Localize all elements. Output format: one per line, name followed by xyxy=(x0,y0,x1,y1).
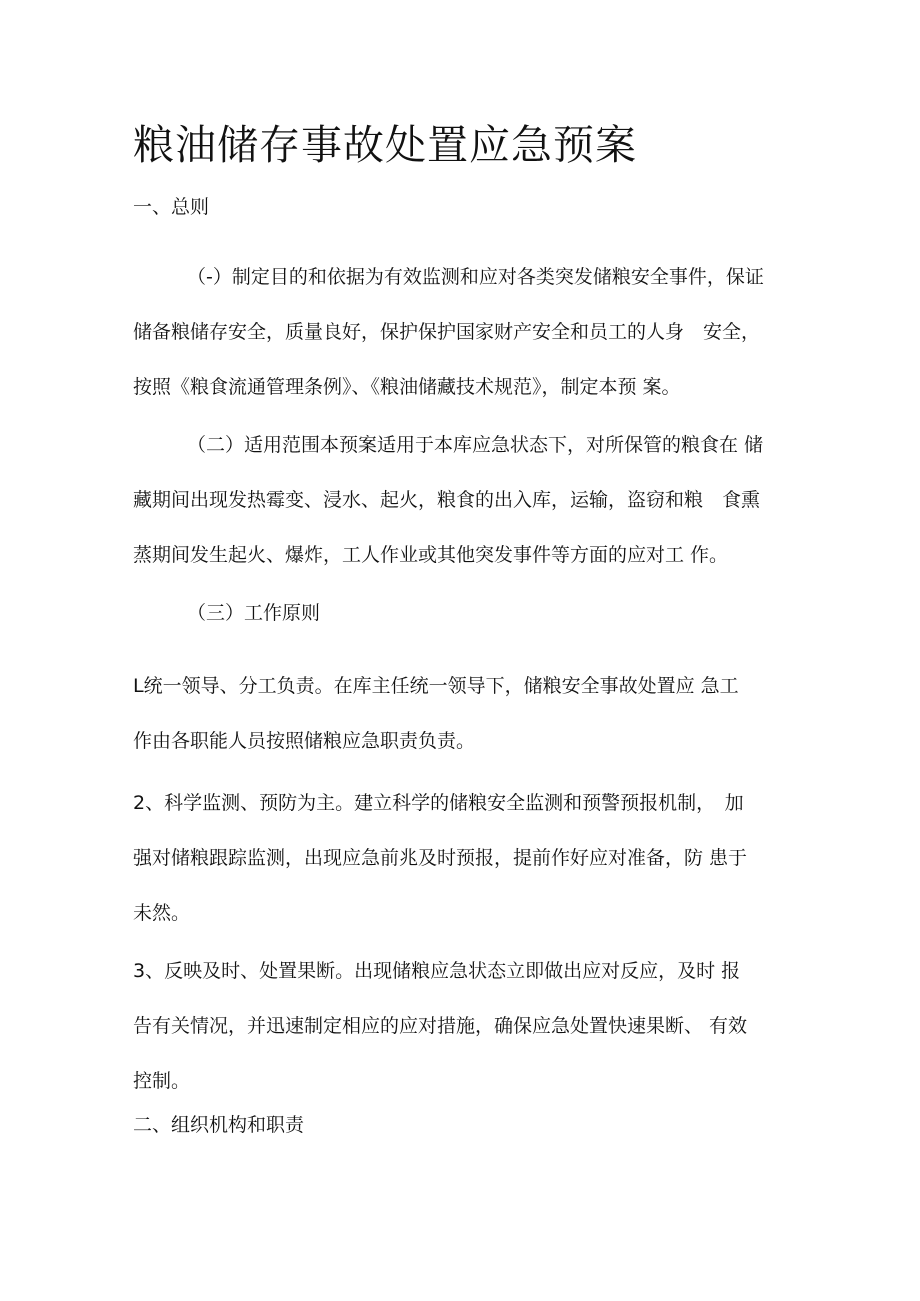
paragraph-scope xyxy=(133,418,852,583)
paragraph-line: 储备粮储存安全，质量良好，保护保护国家财产安全和员工的人身 安全， xyxy=(133,321,761,343)
paragraph-line: L统一领导、分工负责。在库主任统一领导下，储粮安全事故处置应 急工 xyxy=(133,675,739,697)
paragraph-line: 按照《粮食流通管理条例》、《粮油储藏技术规范》，制定本预 案。 xyxy=(133,376,681,398)
list-item-monitoring xyxy=(133,776,798,941)
document-title: 粮油储存事故处置应急预案 xyxy=(133,121,637,169)
paragraph-line: 3、反映及时、处置果断。出现储粮应急状态立即做出应对反应，及时 报 xyxy=(133,960,741,982)
paragraph-line: （二）适用范围本预案适用于本库应急状态下，对所保管的粮食在 储 xyxy=(187,434,764,456)
paragraph-line: 告有关情况，并迅速制定相应的应对措施，确保应急处置快速果断、 有效 xyxy=(133,1015,748,1037)
paragraph-line: （三）工作原则 xyxy=(187,602,321,624)
paragraph-line: 作由各职能人员按照储粮应急职责负责。 xyxy=(133,730,476,752)
list-item-timely-response xyxy=(133,944,798,1109)
section-heading-organization: 二、组织机构和职责 xyxy=(133,1114,305,1136)
paragraph-line: （-）制定目的和依据为有效监测和应对各类突发储粮安全事件，保证 xyxy=(187,266,764,288)
paragraph-purpose xyxy=(133,250,852,415)
subsection-heading-principles xyxy=(133,586,852,641)
paragraph-line: 未然。 xyxy=(133,902,191,924)
paragraph-line: 藏期间出现发热霉变、浸水、起火，粮食的出入库，运输，盗窃和粮 食熏 xyxy=(133,489,761,511)
paragraph-line: 控制。 xyxy=(133,1070,191,1092)
section-heading-general: 一、总则 xyxy=(133,196,210,218)
paragraph-line: 强对储粮跟踪监测，出现应急前兆及时预报，提前作好应对准备，防 患于 xyxy=(133,847,748,869)
list-item-unified-leadership xyxy=(133,659,798,769)
paragraph-line: 蒸期间发生起火、爆炸，工人作业或其他突发事件等方面的应对工 作。 xyxy=(133,544,729,566)
paragraph-line: 2、科学监测、预防为主。建立科学的储粮安全监测和预警预报机制， 加 xyxy=(133,792,744,814)
